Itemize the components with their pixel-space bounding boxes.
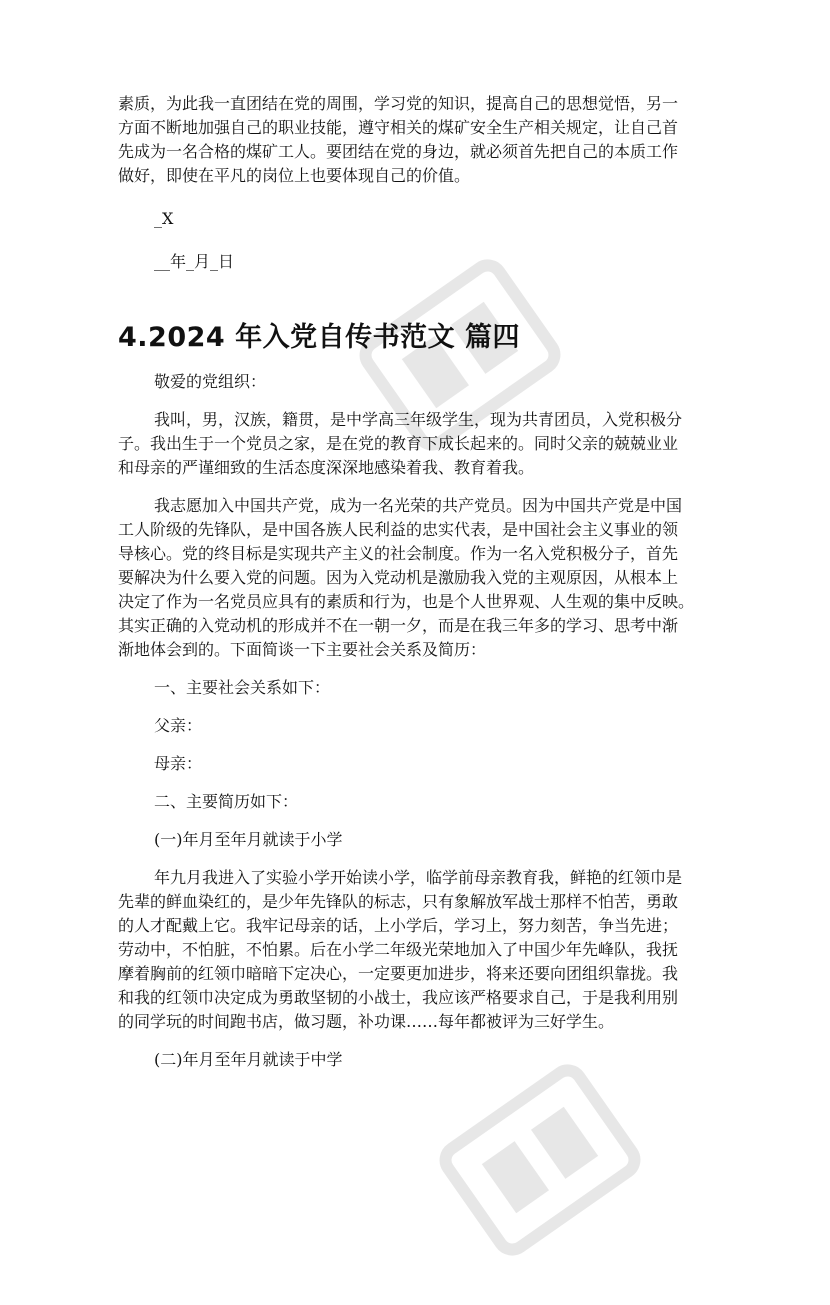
text-line: 工人阶级的先锋队，是中国各族人民利益的忠实代表，是中国社会主义事业的领 [118,520,679,539]
text-line: 要解决为什么要入党的问题。因为入党动机是激励我入党的主观原因，从根本上 [118,568,679,587]
text-line: 先辈的鲜血染红的，是少年先锋队的标志，只有象解放军战士那样不怕苦，勇敢 [118,892,679,911]
section-title-relations: 一、主要社会关系如下： [154,678,331,697]
date-line: __年_月_日 [154,252,235,271]
text-line: 做好，即使在平凡的岗位上也要体现自己的价值。 [118,166,471,185]
text-line: 其实正确的入党动机的形成并不在一朝一夕，而是在我三年多的学习、思考中渐 [118,616,679,635]
text-line: 和我的红领巾决定成为勇敢坚韧的小战士，我应该严格要求自己，于是我利用别 [118,988,679,1007]
signature-line: _X [154,209,174,228]
paragraph-intro [118,408,718,480]
text-line: 摩着胸前的红领巾暗暗下定决心，一定要更加进步，将来还要向团组织靠拢。我 [118,964,679,983]
text-line: 先成为一名合格的煤矿工人。要团结在党的身边，就必须首先把自己的本质工作 [118,142,679,161]
salutation: 敬爱的党组织： [154,372,267,391]
document-body [118,92,718,1072]
text-line: 的人才配戴上它。我牢记母亲的话，上小学后，学习上，努力刻苦，争当先进； [118,916,679,935]
text-line: 导核心。党的终目标是实现共产主义的社会制度。作为一名入党积极分子，首先 [118,544,679,563]
text-line: 劳动中，不怕脏，不怕累。后在小学二年级光荣地加入了中国少年先峰队，我抚 [118,940,679,959]
section-title-resume: 二、主要简历如下： [154,792,299,811]
text-line: 子。我出生于一个党员之家，是在党的教育下成长起来的。同时父亲的兢兢业业 [118,434,679,453]
resume-item-middle: (二)年月至年月就读于中学 [154,1050,343,1069]
text-line: 渐地体会到的。下面简谈一下主要社会关系及简历： [118,640,487,659]
text-line: 素质，为此我一直团结在党的周围，学习党的知识，提高自己的思想觉悟，另一 [118,94,679,113]
section-heading: 4.2024 年入党自传书范文 篇四 [118,322,520,353]
paragraph-primary-school [118,866,718,1034]
resume-item-primary: (一)年月至年月就读于小学 [154,830,343,849]
relation-mother: 母亲： [154,754,203,773]
paragraph-motivation [118,494,718,662]
text-line: 我志愿加入中国共产党，成为一名光荣的共产党员。因为中国共产党是中国 [154,496,683,515]
text-line: 的同学玩的时间跑书店，做习题，补功课……每年都被评为三好学生。 [118,1012,615,1031]
text-line: 年九月我进入了实验小学开始读小学，临学前母亲教育我，鲜艳的红领巾是 [154,868,683,887]
text-line: 方面不断地加强自己的职业技能，遵守相关的煤矿安全生产相关规定，让自己首 [118,118,679,137]
top-paragraph [118,92,718,188]
text-line: 决定了作为一名党员应具有的素质和行为，也是个人世界观、人生观的集中反映。 [118,592,695,611]
relation-father: 父亲： [154,716,203,735]
text-line: 和母亲的严谨细致的生活态度深深地感染着我、教育着我。 [118,458,535,477]
text-line: 我叫，男，汉族，籍贯，是中学高三年级学生，现为共青团员，入党积极分 [154,410,683,429]
